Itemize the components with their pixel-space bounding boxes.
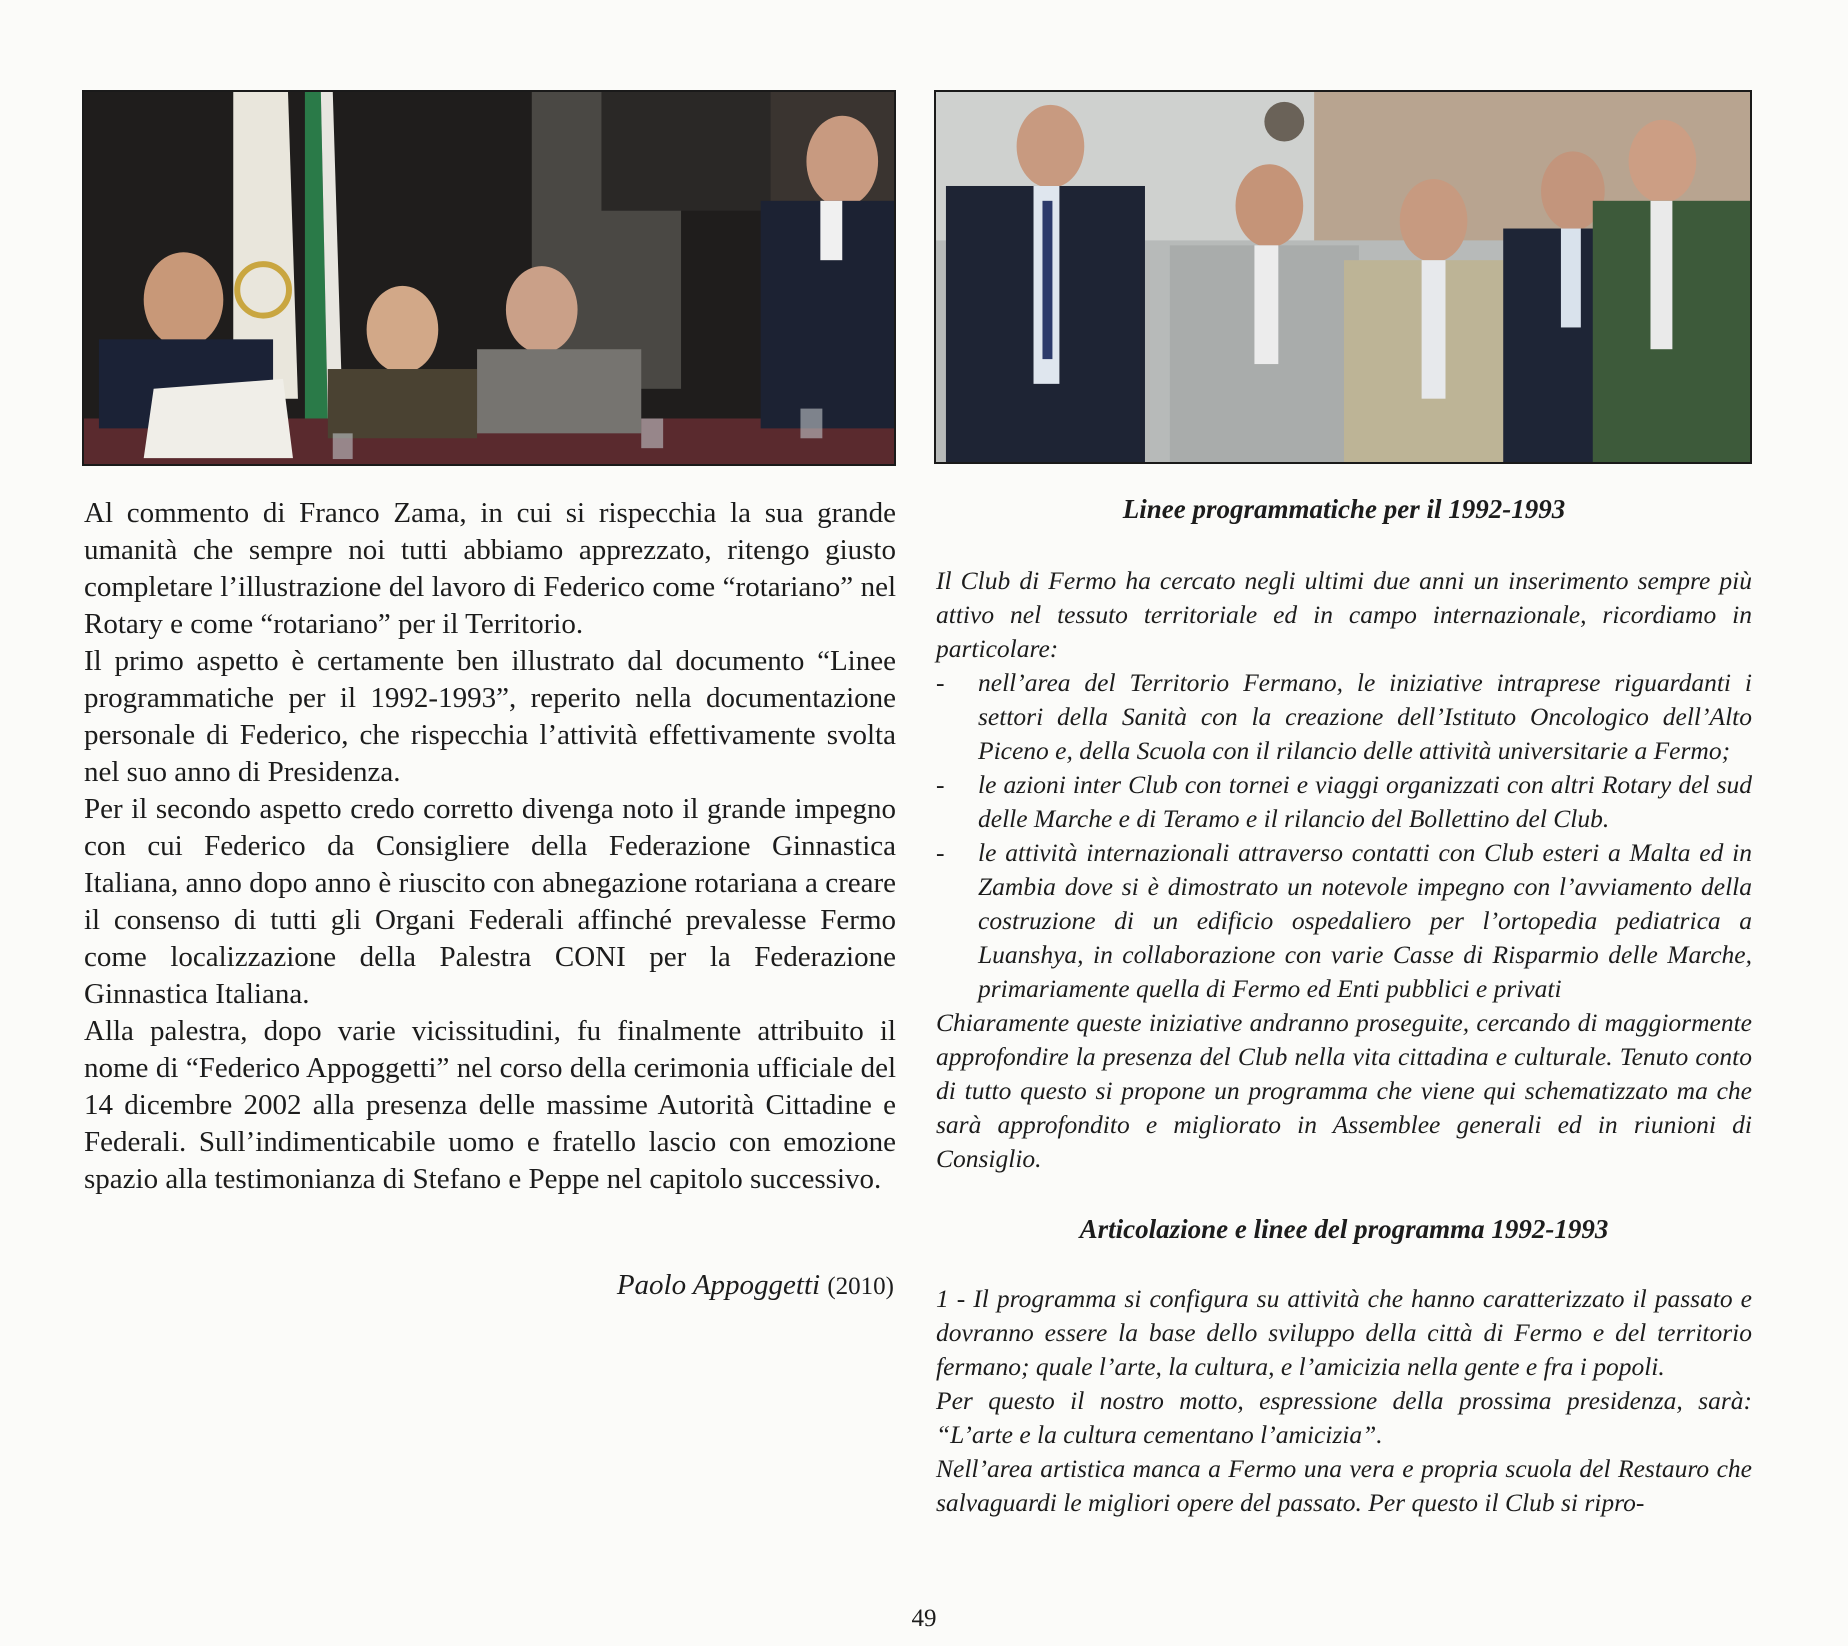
left-paragraph-4: Alla palestra, dopo varie vicissitudini, fu finalmente attribuito il nome di “Federico Appoggetti” nel corso della cerimonia ufficiale del 14 dicembre 2002 alla presenza delle massime Autorità Cittadine e Federali. Sull’indimenticabile uomo e fratello lascio con emozione spazio alla testimonianza di Stefano e Peppe nel capitolo successivo. (84, 1015, 896, 1195)
section-heading-linee: Linee programmatiche per il 1992-1993 (1122, 494, 1566, 524)
right-paragraph-3: 1 - Il programma si configura su attività che hanno caratterizzato il passato e dovranno essere la base dello sviluppo della città di Fermo e del territorio fermano; quale l’arte, la cultura, e l’amicizia nella gente e fra i popoli. (936, 1284, 1752, 1381)
list-item: - nell’area del Territorio Fermano, le iniziative intraprese riguardanti i settori della Sanità con la creazione dell’Istituto Oncologico dell’Alto Piceno e, della Scuola con il rilancio delle attività universitarie a Fermo; (936, 666, 1752, 768)
left-paragraph-3: Per il secondo aspetto credo corretto divenga noto il grande impegno con cui Federico da Consigliere della Federazione Ginnastica Italiana, anno dopo anno è riuscito con abnegazione rotariana a creare il consenso di tutti gli Organi Federali affinché prevalesse Fermo come localizzazione della Palestra CONI per la Federazione Ginnastica Italiana. (84, 793, 896, 1010)
list-item: - le azioni inter Club con tornei e viaggi organizzati con altri Rotary del sud delle Marche e di Teramo e il rilancio del Bollettino del Club. (936, 768, 1752, 836)
right-paragraph-2: Chiaramente queste iniziative andranno proseguite, cercando di maggiormente approfondire la presenza del Club nella vita cittadina e culturale. Tenuto conto di tutto questo si propone un programma che viene qui schematizzato ma che sarà approfondito e migliorato in Assemblee generali ed in riunioni di Consiglio. (936, 1008, 1752, 1173)
initiatives-list (936, 666, 1752, 1006)
photo-conference-table (82, 90, 896, 466)
photo-group-of-men (934, 90, 1752, 464)
author-name: Paolo Appoggetti (616, 1269, 821, 1301)
left-paragraph-2: Il primo aspetto è certamente ben illustrato dal documento “Linee programmatiche per il 1992-1993”, reperito nella documentazione personale di Federico, che rispecchia l’attività effettivamente svolta nel suo anno di Presidenza. (84, 645, 896, 788)
author-signature (617, 1269, 894, 1302)
page-number: 49 (911, 1605, 937, 1632)
left-column-text (84, 495, 896, 1198)
author-year: (2010) (827, 1273, 894, 1300)
right-column-text (936, 492, 1752, 1520)
section-heading-articolazione: Articolazione e linee del programma 1992-1993 (1079, 1214, 1609, 1244)
list-item: - le attività internazionali attraverso contatti con Club esteri a Malta ed in Zambia dove si è dimostrato un notevole impegno con l’avviamento della costruzione di un edificio ospedaliero per l’ortopedia pediatrica a Luanshya, in collaborazione con varie Casse di Risparmio delle Marche, primariamente quella di Fermo ed Enti pubblici e privati (936, 836, 1752, 1006)
right-paragraph-5: Nell’area artistica manca a Fermo una vera e propria scuola del Restauro che salvaguardi le migliori opere del passato. Per questo il Club si ripro- (936, 1454, 1752, 1517)
right-paragraph-4: Per questo il nostro motto, espressione della prossima presidenza, sarà: “L’arte e la cultura cementano l’amicizia”. (936, 1386, 1752, 1449)
right-intro: Il Club di Fermo ha cercato negli ultimi due anni un inserimento sempre più attivo nel tessuto territoriale ed in campo internazionale, ricordiamo in particolare: (936, 566, 1752, 663)
left-paragraph-1: Al commento di Franco Zama, in cui si rispecchia la sua grande umanità che sempre noi tutti abbiamo apprezzato, ritengo giusto completare l’illustrazione del lavoro di Federico come “rotariano” nel Rotary e come “rotariano” per il Territorio. (84, 497, 896, 640)
